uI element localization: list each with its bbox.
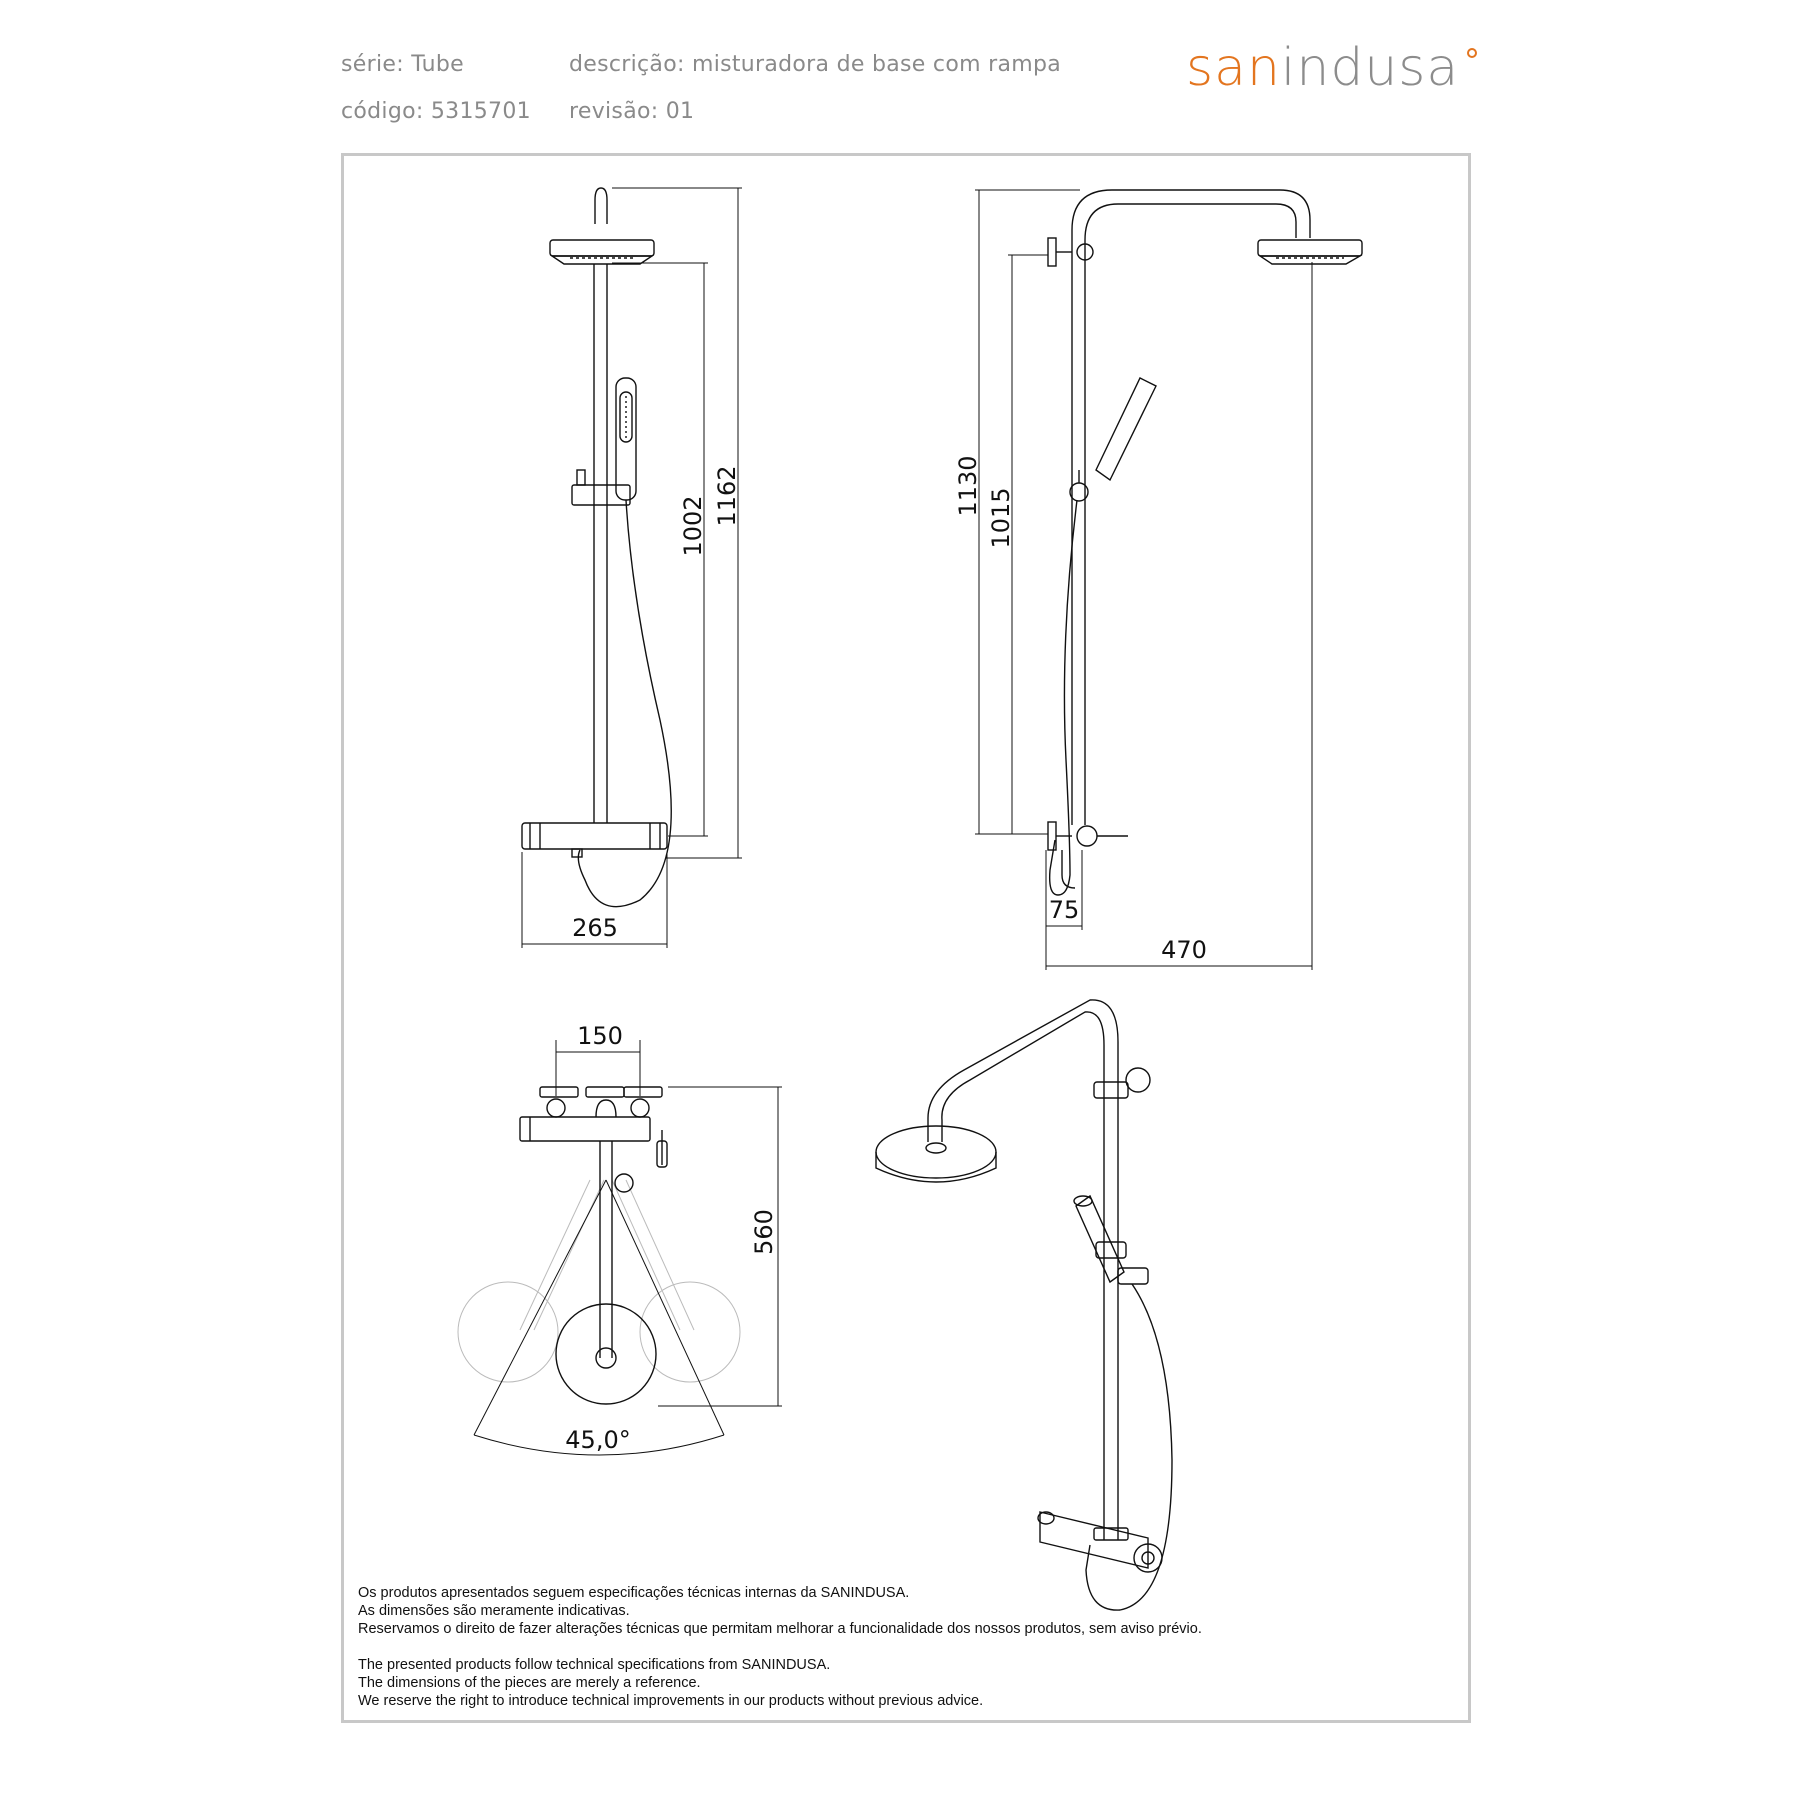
side-view [975,190,1362,970]
top-view [458,1040,782,1455]
note-en-1: The presented products follow technical specifications from SANINDUSA. [358,1657,831,1673]
codigo-label: código: 5315701 [341,99,531,124]
front-inner-height-dimension: 1002 [679,495,707,557]
note-pt-1: Os produtos apresentados seguem especificações técnicas internas da SANINDUSA. [358,1585,910,1601]
front-total-height-dimension: 1162 [713,465,741,527]
side-inner-height-dimension: 1015 [987,487,1015,549]
side-reach-dimension: 470 [1161,936,1207,964]
side-total-height-dimension: 1130 [954,455,982,517]
top-depth-dimension: 560 [750,1209,778,1255]
note-pt-2: As dimensões são meramente indicativas. [358,1603,630,1619]
serie-label: série: Tube [341,52,464,77]
isometric-view [876,1000,1172,1610]
top-angle-dimension: 45,0° [565,1426,631,1454]
logo-text-san: san [1186,38,1281,98]
side-offset-dimension: 75 [1048,896,1080,924]
note-pt-3: Reservamos o direito de fazer alterações técnicas que permitam melhorar a funcionalidade dos nossos produtos, sem aviso prévio. [358,1621,1202,1637]
note-en-3: We reserve the right to introduce technical improvements in our products without previous advice. [358,1693,984,1709]
revisao-label: revisão: 01 [569,99,695,124]
logo-text-indusa: indusa [1280,38,1460,98]
front-view [522,188,742,948]
front-width-dimension: 265 [572,914,618,942]
descricao-label: descrição: misturadora de base com rampa [569,52,1062,77]
note-en-2: The dimensions of the pieces are merely a reference. [358,1675,701,1691]
top-spacing-dimension: 150 [577,1022,623,1050]
